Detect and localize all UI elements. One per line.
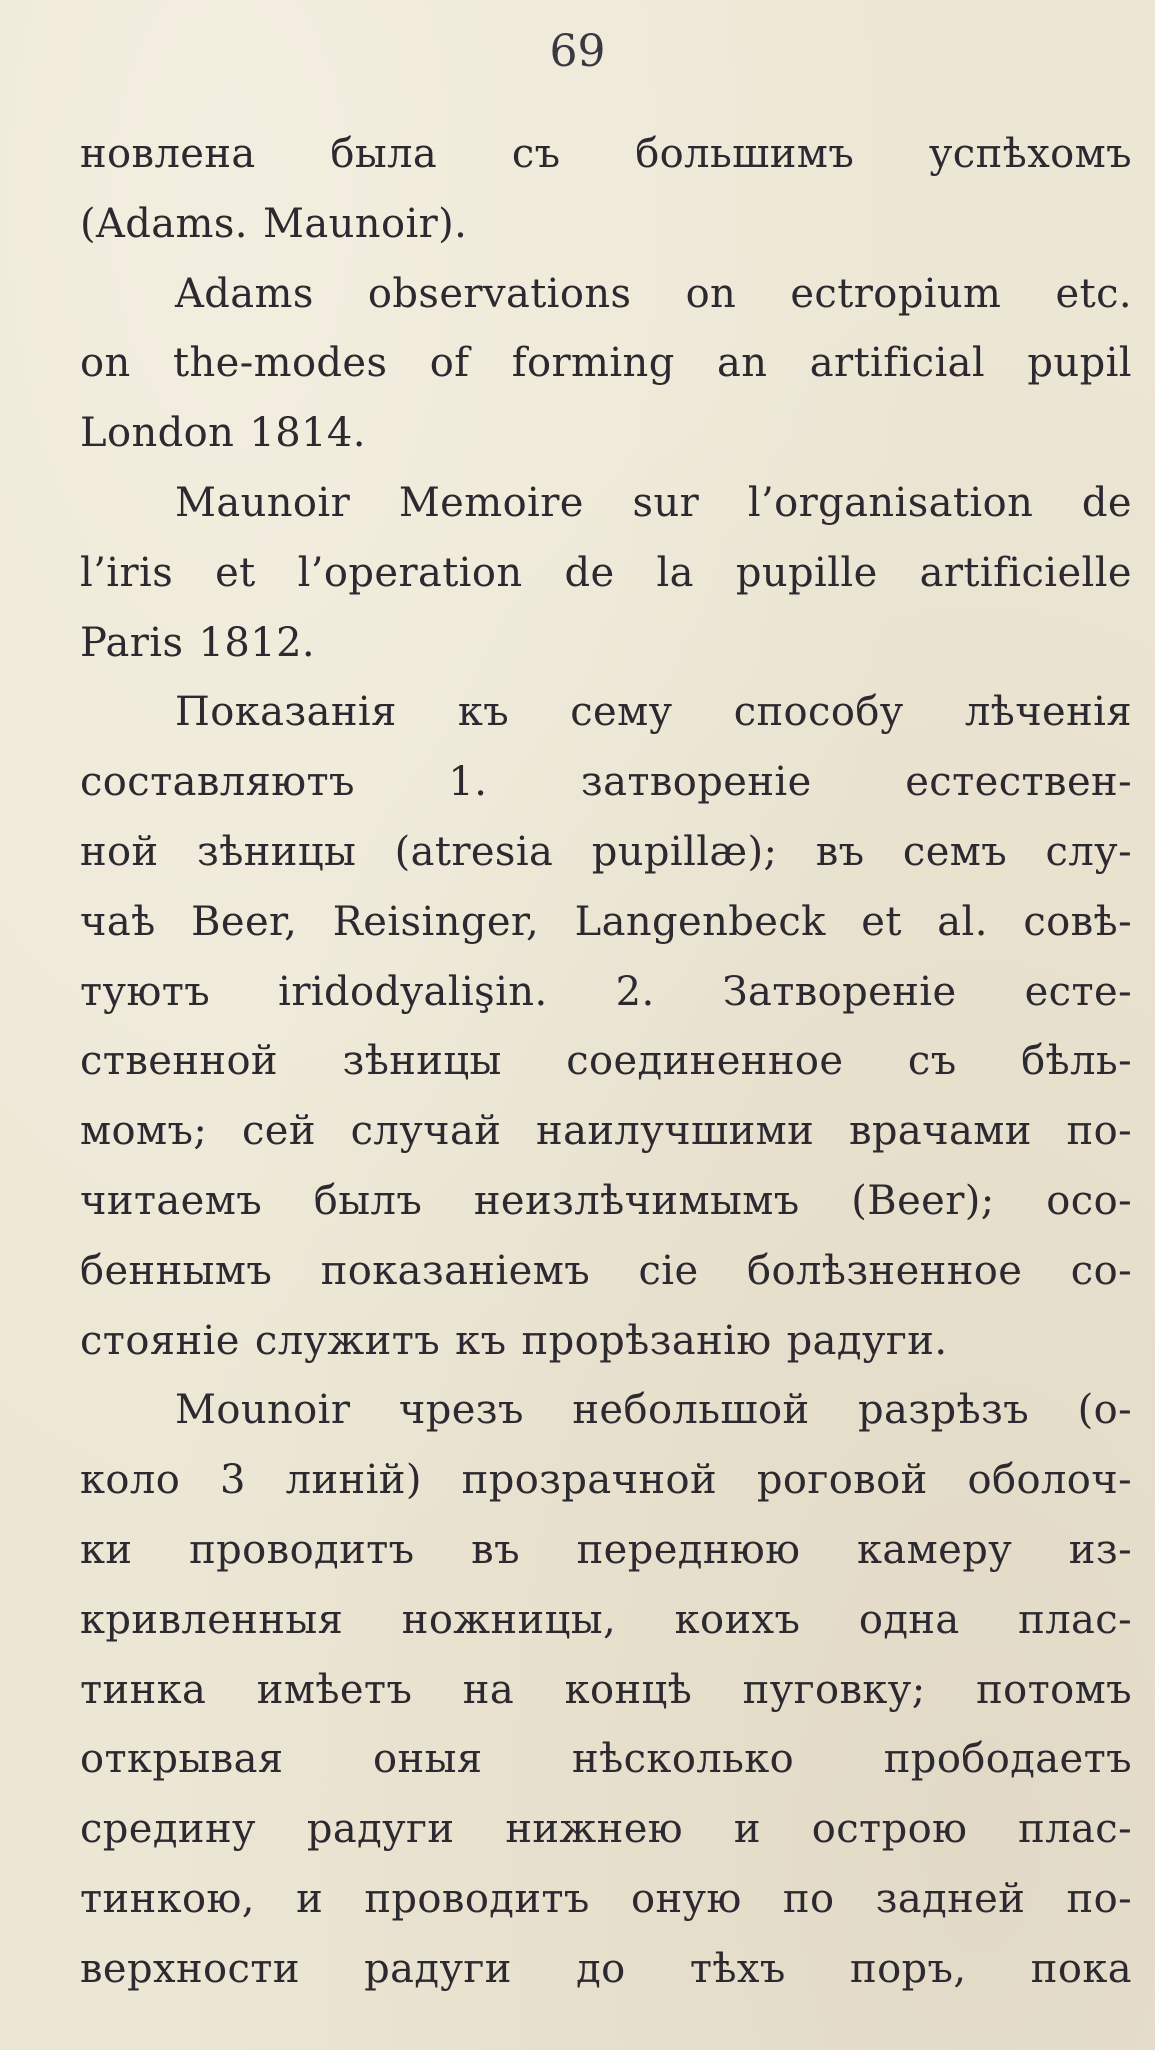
text-line: читаемъ былъ неизлѣчимымъ (Beer); осо- <box>80 1177 1132 1224</box>
text-line: тинкою, и проводитъ оную по задней по- <box>80 1875 1132 1922</box>
paragraph-1 <box>80 120 1132 260</box>
text-line: составляютъ 1. затвореніе естествен- <box>80 759 1132 806</box>
text-line: беннымъ показаніемъ сіе болѣзненное со- <box>80 1247 1132 1294</box>
text-line: новлена была съ большимъ успѣхомъ <box>80 131 1132 177</box>
text-line: кривленныя ножницы, коихъ одна плас- <box>80 1596 1132 1643</box>
text-line: Maunoir Memoire sur l’organisation de <box>175 479 1132 526</box>
text-line: on the-modes of forming an artificial pupil <box>80 340 1132 387</box>
text-line: ной зѣницы (atresia pupillæ); въ семъ слу- <box>80 828 1132 875</box>
text-line: Paris 1812. <box>80 619 316 666</box>
text-line: London 1814. <box>80 410 366 457</box>
text-line: средину радуги нижнею и острою плас- <box>80 1806 1132 1853</box>
text-line: момъ; сей случай наилучшими врачами по- <box>80 1108 1132 1155</box>
text-line: Показанія къ сему способу лѣченія <box>175 689 1132 736</box>
page-text <box>80 120 1132 2005</box>
text-line: стояніе служитъ къ прорѣзанію радуги. <box>80 1317 948 1364</box>
text-line: Adams observations on ectropium etc. <box>175 270 1132 317</box>
paragraph-5 <box>80 1376 1132 2004</box>
text-line: верхности радуги до тѣхъ поръ, пока <box>80 1945 1132 1992</box>
paragraph-2 <box>80 260 1132 469</box>
text-line: l’iris et l’operation de la pupille artificielle <box>80 549 1132 596</box>
page-number: 69 <box>549 26 606 77</box>
text-line: чаѣ Beer, Reisinger, Langenbeck et al. совѣ- <box>80 898 1132 945</box>
text-line: коло 3 линій) прозрачной роговой оболоч- <box>80 1457 1132 1504</box>
text-line: открывая оныя нѣсколько прободаетъ <box>80 1736 1132 1783</box>
paragraph-3 <box>80 469 1132 678</box>
text-line: ки проводитъ въ переднюю камеру из- <box>80 1526 1132 1573</box>
paragraph-4 <box>80 678 1132 1376</box>
text-line: Mounoir чрезъ небольшой разрѣзъ (о- <box>175 1387 1132 1434</box>
text-line: ственной зѣницы соединенное съ бѣль- <box>80 1038 1132 1085</box>
text-line: (Adams. Maunoir). <box>80 200 468 247</box>
text-line: тинка имѣетъ на концѣ пуговку; потомъ <box>80 1666 1132 1713</box>
text-line: туютъ iridodyalişin. 2. Затвореніе есте- <box>80 968 1132 1015</box>
